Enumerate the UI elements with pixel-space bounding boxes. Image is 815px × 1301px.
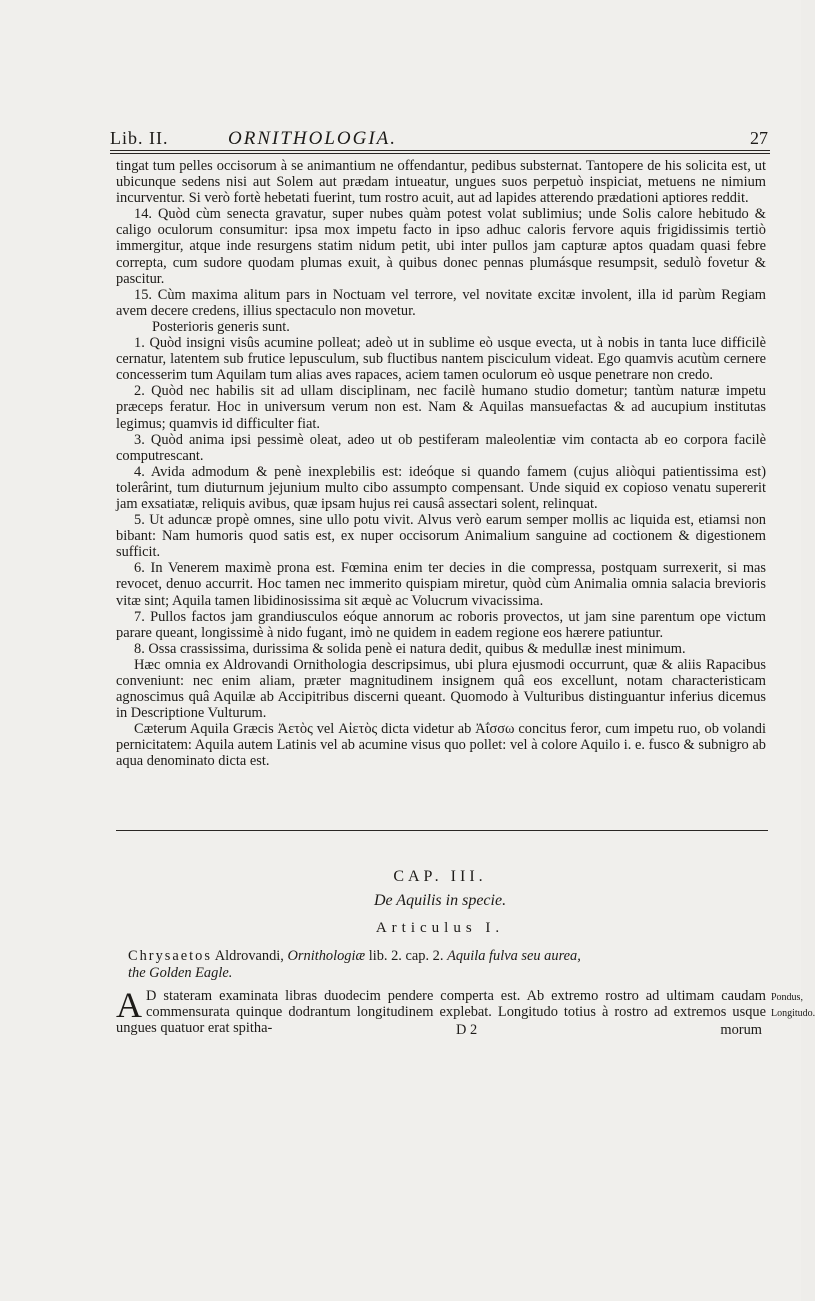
species-reference — [128, 948, 758, 982]
paragraph: 6. In Venerem maximè prona est. Fœmina enim ter decies in die compressa, postquam surrexerit, si mas revocet, denuo accurrit. Hoc tamen nec immerito quispiam miretur, quòd cùm Animalia omnia salacia brevioris vitæ sint; Aquila tamen libidinosissima sit æquè ac Volucrum vivacissima. — [116, 560, 766, 609]
paragraph: Posterioris generis sunt. — [152, 318, 290, 335]
paragraph: 8. Ossa crassissima, durissima & solida penè ei natura dedit, quibus & medullæ inest minimum. — [134, 640, 686, 657]
paragraph: tingat tum pelles occisorum à se animantium ne offendantur, pedibus substernat. Tantopere de his solicita est, ut ubicunque sedens nisi aut Solem aut prædam intueatur, ungues suos perpetuò inspiciat, metuens ne nimium incurventur. Si verò fortè hebetati fuerint, tum rostro acuit, aut ad lapides atterendo prædationi aptiores reddit. — [116, 158, 766, 207]
author-name: Aldrovandi, — [214, 948, 284, 964]
page-footer — [116, 1022, 766, 1040]
paragraph: 14. Quòd cùm senecta gravatur, super nubes quàm potest volat sublimius; unde Solis calore hebitudo & caligo oculorum consumitur: ipsa mox impetu facto in ipso adhuc caloris fervore aquis frigidissimis tertiò immergitur, atque inde resurgens statim nidum petit, ubi inter pullos jam capturæ aptos quadam quasi febre correpta, cum sudore quodam plumas exuit, à quibus donec pennas plumásque resumpsit, sedulò fovetur & pascitur. — [116, 206, 766, 287]
signature-mark: D 2 — [456, 1022, 478, 1038]
body-text — [116, 158, 766, 770]
paragraph: 7. Pullos factos jam grandiusculos eóque annorum ac roboris provectos, ut jam sine parentum ope victum parare queant, longissimè à nido fugant, imò ne quidem in eadem regione eos hærere patiuntur. — [116, 608, 766, 641]
margin-note-weight: Pondus, — [771, 992, 803, 1003]
paragraph: Cæterum Aquila Græcis Ἀετὸς vel Αἰετὸς dicta videtur ab Ἀΐσσω concitus feror, cum impetu ruo, ob volandi pernicitatem: Aquila autem Latinis vel ab acumine visus quo pollet: vel à colore Aquilo i. e. fusco & subnigro ab aqua denominato dicta est. — [116, 721, 766, 770]
catchword: morum — [720, 1022, 762, 1038]
chapter-rule — [116, 830, 768, 831]
page-number: 27 — [750, 128, 768, 148]
margin-note-length: Longitudo. — [771, 1008, 815, 1019]
description-text: D stateram examinata libras duodecim pendere comperta est. Ab extremo rostro ad ultimam caudam commensurata quinque dodrantum longitudinem explebat. Longitudo totius à rostro ad extremos usque ungues quatuor erat spitha- — [116, 988, 766, 1036]
paragraph: 3. Quòd anima ipsi pessimè oleat, adeo ut ob pestiferam maleolentiæ vim contacta ab eo corpora facilè computrescant. — [116, 431, 766, 464]
running-title: ORNITHOLOGIA. — [228, 128, 398, 149]
paragraph: 2. Quòd nec habilis sit ad ullam disciplinam, nec facilè humano studio dometur; tantùm naturæ impetu præceps feratur. Hoc in universum verum non est. Nam & Aquilas mansuefactas & ad aucupium institutas legimus; quamvis id difficulter fiat. — [116, 383, 766, 432]
header-rule — [110, 150, 770, 151]
paragraph: Hæc omnia ex Aldrovandi Ornithologia descripsimus, ubi plura ejusmodi occurrunt, quæ & aliis Rapacibus conveniunt: nec enim aliam, præter magnitudinem insignem quâ eos excellunt, notam characteristicam agnoscimus quâ Aquilæ ab Accipitribus discerni queant. Quomodo à Vulturibus distinguantur inferius dicemus in Descriptione Vulturum. — [116, 656, 766, 722]
paragraph: 15. Cùm maxima alitum pars in Noctuam vel terrore, vel novitate excitæ involent, illa id parùm Regiam avem decere credens, illius spectaculo non movetur. — [116, 286, 766, 319]
chapter-number: CAP. III. — [393, 868, 487, 885]
header-rule-thin — [110, 153, 770, 154]
margin-notes — [771, 990, 815, 1022]
species-name: Chrysaetos — [128, 948, 212, 964]
work-location: lib. 2. cap. 2. — [368, 948, 444, 964]
paragraph: 1. Quòd insigni visûs acumine polleat; adeò ut in sublime eò usque evecta, ut à nobis in tanta luce difficilè cernatur, latentem sub frutice lepusculum, sub fluctibus nantem pisciculum videat. Ego quamvis acutùm cernere concesserim tum Aquilam tum alias aves rapaces, aciem tamen oculorum eò usque penetrare non credo. — [116, 335, 766, 384]
english-name: the Golden Eagle. — [128, 965, 233, 981]
article-heading: Articulus I. — [375, 920, 505, 936]
paragraph: 5. Ut aduncæ propè omnes, sine ullo potu vivit. Alvus verò earum semper mollis ac liquida est, etiamsi non bibant: Nam humoris quod satis est, ex nuper occisorum Animalium sanguine ad coctionem & digestionem sufficit. — [116, 512, 766, 561]
drop-cap: A — [116, 985, 142, 1025]
latin-name: Aquila fulva seu aurea, — [447, 948, 581, 964]
book-number: Lib. II. — [110, 128, 169, 148]
paragraph: 4. Avida admodum & penè inexplebilis est: ideóque si quando famem (cujus aliòqui patientissima est) tolerârint, tum diuturnum jejunium multo cibo assumpto compensant. Unde siquid ex copioso venatu supererit jam exsatiatæ, reliquis avibus, quæ ipsam hujus rei causâ assectari solent, relinquat. — [116, 463, 766, 512]
chapter-title: De Aquilis in specie. — [373, 892, 507, 909]
work-title: Ornithologiæ — [287, 948, 366, 964]
